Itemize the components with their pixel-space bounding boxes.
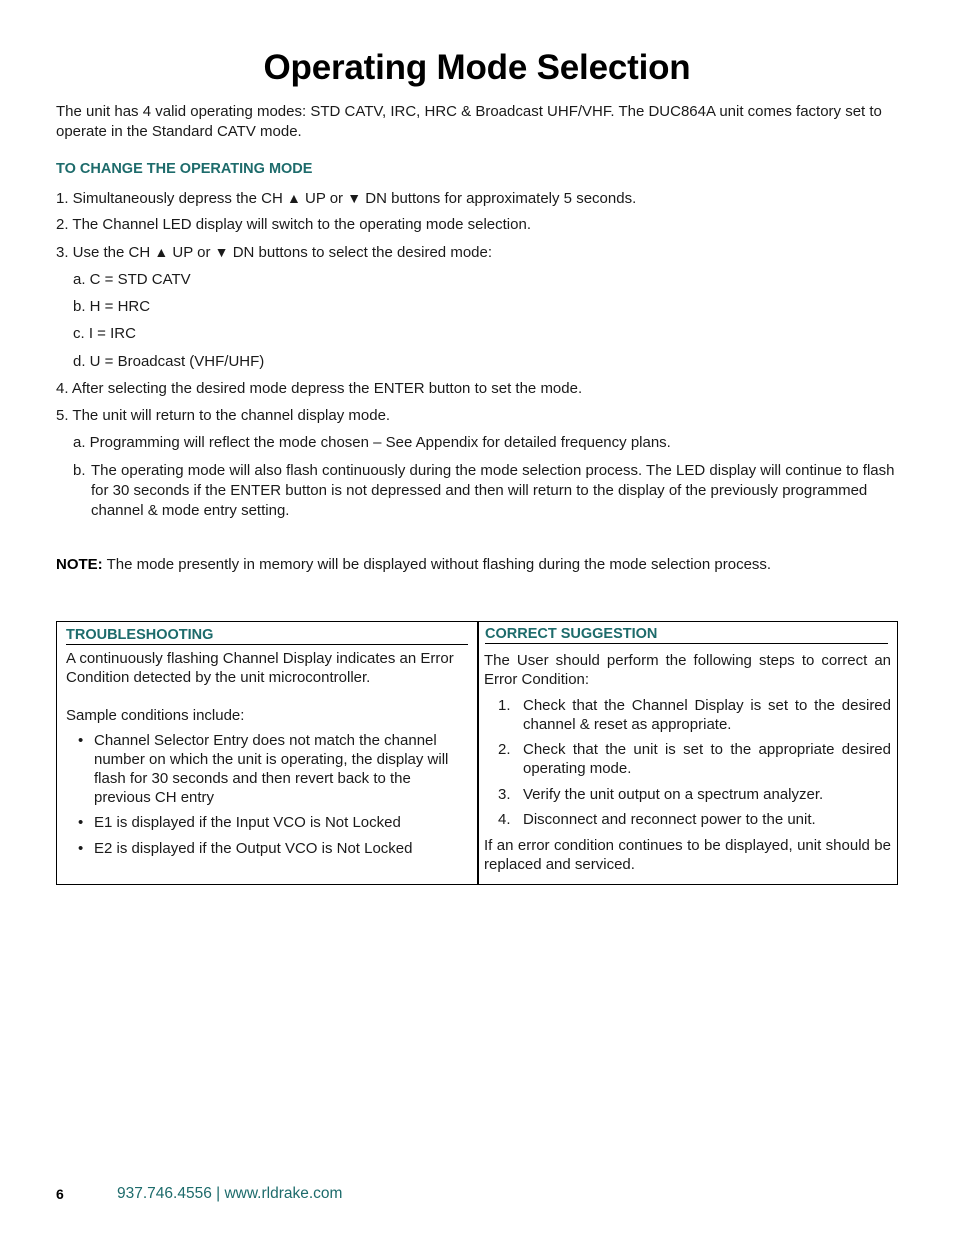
page-title: Operating Mode Selection xyxy=(263,48,691,87)
step-3d: d. U = Broadcast (VHF/UHF) xyxy=(73,353,265,370)
column-divider xyxy=(477,622,479,884)
intro-paragraph: The unit has 4 valid operating modes: STD CATV, IRC, HRC & Broadcast UHF/VHF. The DUC864A unit comes factory set to operate in the Standard CATV mode. xyxy=(56,103,882,140)
suggestion-closing: If an error condition continues to be displayed, unit should be replaced and serviced. xyxy=(484,837,891,873)
step-4: 4. After selecting the desired mode depress the ENTER button to set the mode. xyxy=(56,380,583,397)
suggestion-header: CORRECT SUGGESTION xyxy=(485,626,888,644)
footer-contact: 937.746.4556 | www.rldrake.com xyxy=(117,1185,343,1202)
step-3a: a. C = STD CATV xyxy=(73,271,191,288)
down-arrow-icon: ▼ xyxy=(347,190,362,206)
troubleshooting-table: TROUBLESHOOTING A continuously flashing Channel Display indicates an Error Condition detected by the unit microcontroller. Sample conditions include: • Channel Selector Entry does not match the channel number on which the unit is operating, the display will flash for 30 seconds and then revert back to the previous CH entry • E1 is displayed if the Input VCO is Not Locked • E2 is displayed if the Output VCO is Not Locked CORRECT SUGGESTION The User should perform the following steps to correct an Error Condition: 1. Check that the Channel Display is set to the desired channel & reset as appropriate. 2. Check that the unit is set to the appropriate desired operating mode. 3. Verify the unit output on a spectrum analyzer. 4. Disconnect and reconnect power to the unit. If an error condition continues to be displayed, unit should be replaced and serviced. xyxy=(56,621,898,885)
step-3b: b. H = HRC xyxy=(73,298,151,315)
note-text: The mode presently in memory will be displayed without flashing during the mode selection process. xyxy=(102,556,772,573)
down-arrow-icon: ▼ xyxy=(214,244,229,260)
troubleshooting-description: A continuously flashing Channel Display indicates an Error Condition detected by the unit microcontroller. xyxy=(66,650,454,686)
step-5: 5. The unit will return to the channel display mode. xyxy=(56,407,391,424)
page-number: 6 xyxy=(56,1186,64,1202)
note xyxy=(56,556,771,573)
note-label: NOTE: xyxy=(56,556,103,573)
section-heading: TO CHANGE THE OPERATING MODE xyxy=(56,161,313,177)
step-3: 3. Use the CH ▲ UP or ▼ DN buttons to select the desired mode: xyxy=(56,244,493,261)
step-1: 1. Simultaneously depress the CH ▲ UP or ▼ DN buttons for approximately 5 seconds. xyxy=(56,190,637,207)
step-5a: a. Programming will reflect the mode chosen – See Appendix for detailed frequency plans. xyxy=(73,434,671,451)
suggestion-intro: The User should perform the following steps to correct an Error Condition: xyxy=(484,652,891,688)
up-arrow-icon: ▲ xyxy=(154,244,169,260)
troubleshooting-header: TROUBLESHOOTING xyxy=(66,627,468,645)
step-3c: c. I = IRC xyxy=(73,325,136,342)
step-2: 2. The Channel LED display will switch to the operating mode selection. xyxy=(56,216,531,233)
sample-conditions-label: Sample conditions include: xyxy=(66,707,245,724)
up-arrow-icon: ▲ xyxy=(286,190,301,206)
